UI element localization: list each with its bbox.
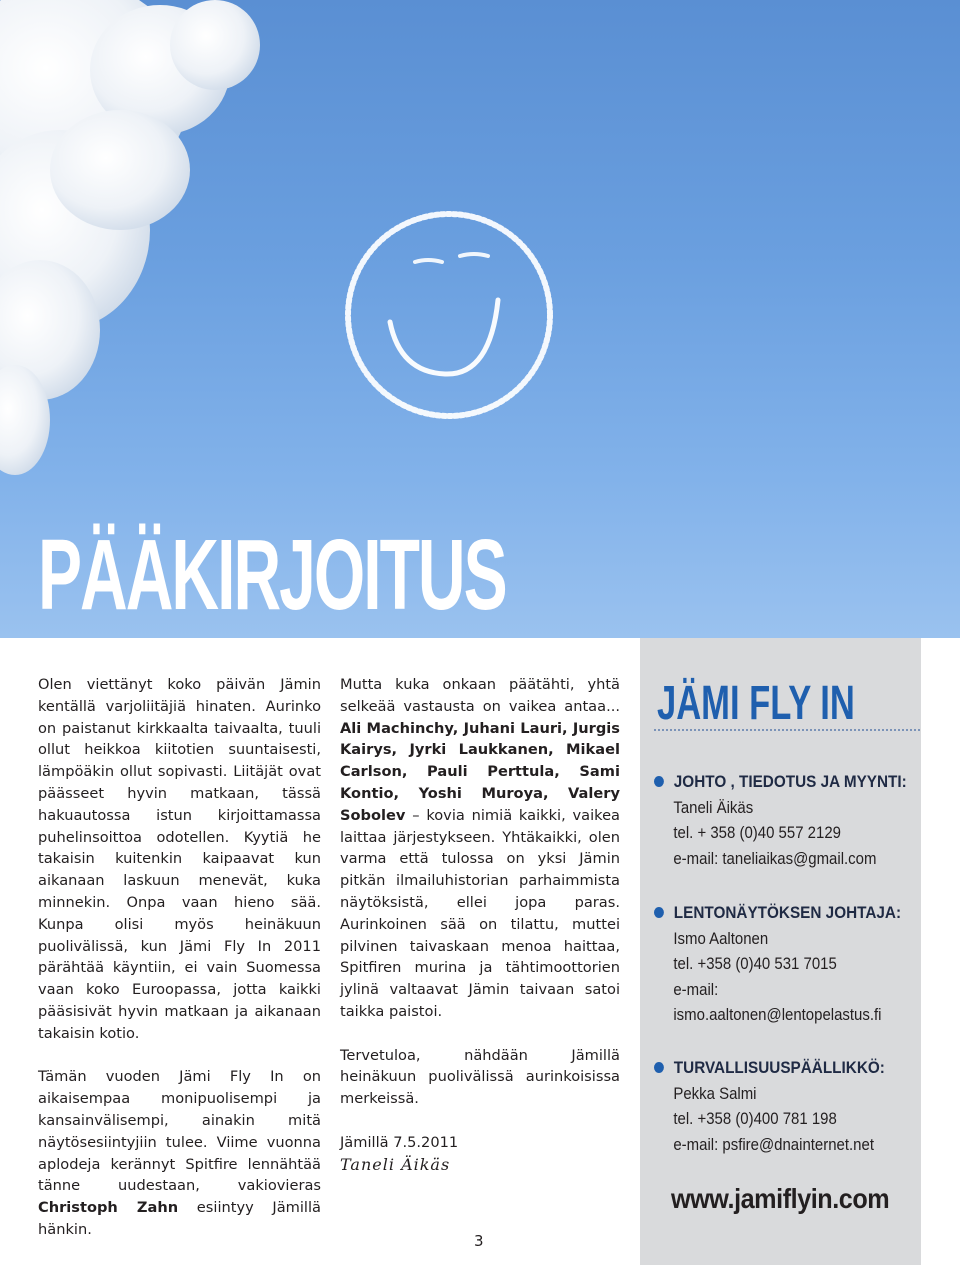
article-column-2 xyxy=(340,674,620,1175)
smiley-skywriting xyxy=(348,214,550,416)
paragraph: Olen viettänyt koko päivän Jämin kentällä varjoliitäjiä hinaten. Aurinko on paistanut kirkkaalta taivaalta, tuuli ollut heikkoa kiitotien suuntaisesti, lämpöäkin ollut sopivasti. Liitäjät ovat päässeet hyvin matkaan, tässä hakuautossa istun kirjoittamassa puhelinsoittoa odotellen. Kyytiä he takaisin kuitenkin kaipaavat kun aikanaan laskuun menevät, kuka minnekin. Onpa vaan hieno sää. Kunpa olisi myös heinäkuun puolivälissä, kun Jämi Fly In 2011 pärähtää käyntiin, ei vain Suomessa vaan koko Euroopassa, jotta kaikki pääsisivät hyvin matkaan ja aikanaan takaisin kotio. xyxy=(38,676,321,1042)
contact-phone: tel. +358 (0)40 531 7015 xyxy=(673,954,837,973)
paragraph xyxy=(340,674,620,1023)
paragraph: Tervetuloa, nähdään Jämillä heinäkuun puolivälissä aurinkoisissa merkeissä. xyxy=(340,1046,620,1108)
text-run: – kovia nimiä kaikki, vaikea laittaa järjestykseen. Yhtäkaikki, olen varma että tulossa on yksi Jämin pitkän ilmailuhistorian parhaimmista näytöksistä, ellei jopa paras. Aurinkoinen sää on tilattu, muttei pilvinen taivaskaan menoa haittaa, Spitfiren murina ja tähtimoottorien jylinä valtaavat Jämin taivaan satoi taikka paistoi. xyxy=(340,806,620,1020)
page-title: PÄÄKIRJOITUS xyxy=(38,519,506,631)
page-number: 3 xyxy=(474,1232,484,1250)
signature: Taneli Äikäs xyxy=(340,1154,451,1174)
bullet-icon xyxy=(654,1062,664,1073)
contact-block xyxy=(654,900,920,1028)
contact-heading xyxy=(654,769,907,795)
bullet-icon xyxy=(654,907,664,918)
contact-block xyxy=(654,1055,920,1157)
contact-heading-text: JOHTO , TIEDOTUS JA MYYNTI: xyxy=(673,772,907,791)
sidebar-title: JÄMI FLY IN xyxy=(657,677,855,730)
closing xyxy=(340,1132,620,1176)
article-column-1 xyxy=(38,674,321,1263)
contact-email-label: e-mail: xyxy=(673,979,719,999)
text-run: Tämän vuoden Jämi Fly In on aikaisempaa monipuolisempi ja kansainvälisempi, ainakin mitä näytösesiintyjiin tulee. Viime vuonna aplodeja kerännyt Spitfire lennähtää tänne uudestaan, vakiovieras xyxy=(38,1068,321,1195)
contact-block xyxy=(654,769,920,871)
contact-name: Taneli Äikäs xyxy=(673,797,754,817)
bold-names: Ali Machinchy, Juhani Lauri, Jurgis Kairys, Jyrki Laukkanen, Mikael Carlson, Pauli Perttula, Sami Kontio, Yoshi Muroya, Valery Sobolev xyxy=(340,719,620,824)
contact-heading xyxy=(654,900,902,926)
text-run: Mutta kuka onkaan päätähti, yhtä selkeää vastausta on vaikea antaa... xyxy=(340,676,620,715)
contact-heading-text: LENTONÄYTÖKSEN JOHTAJA: xyxy=(673,903,902,922)
place-date: Jämillä 7.5.2011 xyxy=(340,1133,459,1151)
divider xyxy=(654,729,920,731)
bold-name: Christoph Zahn xyxy=(38,1199,179,1217)
contact-email: e-mail: psfire@dnainternet.net xyxy=(673,1134,874,1154)
cloud-shape xyxy=(0,0,260,475)
contact-email: ismo.aaltonen@lentopelastus.fi xyxy=(673,1005,882,1024)
contact-phone: tel. + 358 (0)40 557 2129 xyxy=(673,823,841,842)
contact-email: e-mail: taneliaikas@gmail.com xyxy=(673,848,877,868)
contact-phone: tel. +358 (0)400 781 198 xyxy=(673,1109,837,1128)
contact-name: Pekka Salmi xyxy=(673,1083,757,1103)
contact-heading-text: TURVALLISUUSPÄÄLLIKKÖ: xyxy=(673,1058,885,1077)
info-sidebar xyxy=(640,638,921,1265)
paragraph xyxy=(38,1066,321,1240)
text-run: esiintyy Jämillä hänkin. xyxy=(38,1199,321,1238)
bullet-icon xyxy=(654,776,664,787)
website-link[interactable]: www.jamiflyin.com xyxy=(671,1183,890,1214)
contact-heading xyxy=(654,1055,893,1081)
contact-name: Ismo Aaltonen xyxy=(673,928,769,948)
